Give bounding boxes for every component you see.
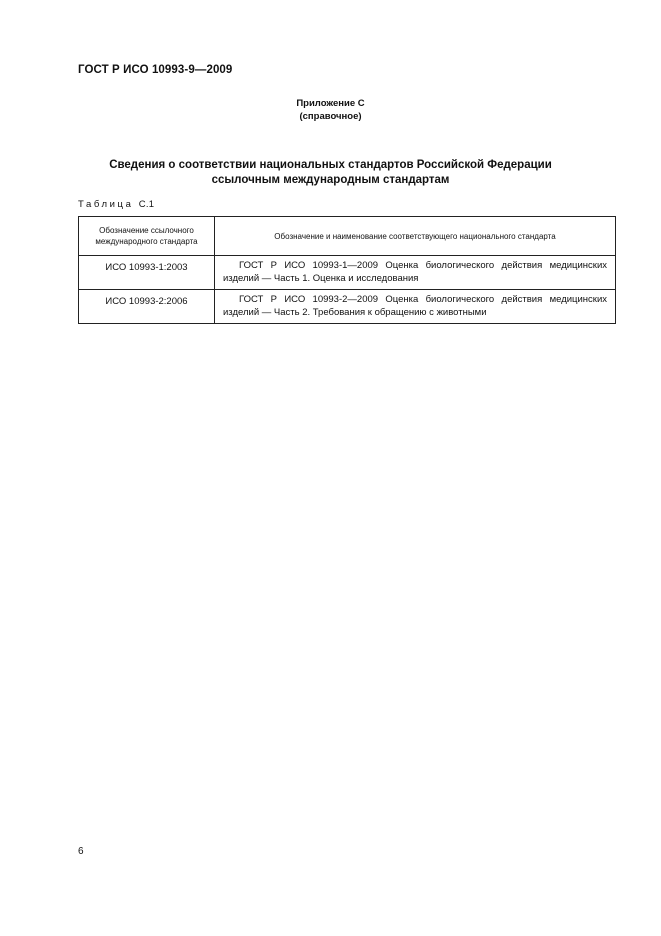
national-standard-cell [215,290,616,324]
column-header-national: Обозначение и наименование соответствующего национального стандарта [215,217,616,256]
annex-subtitle: (справочное) [299,111,362,122]
national-standard-text: ГОСТ Р ИСО 10993-1—2009 Оценка биологического действия медицинских изделий — Часть 1. Оценка и исследования [223,260,607,284]
table-row [79,290,616,324]
table-caption-number: С.1 [138,199,155,210]
page-number: 6 [78,846,84,857]
annex-heading [0,97,661,123]
table-row [79,256,616,290]
column-header-international-line-1: Обозначение ссылочного [99,226,194,235]
table-caption-label: Таблица [78,199,134,210]
column-header-international [79,217,215,256]
international-standard-cell: ИСО 10993-1:2003 [79,256,215,290]
national-standard-cell [215,256,616,290]
international-standard-cell: ИСО 10993-2:2006 [79,290,215,324]
national-standard-text: ГОСТ Р ИСО 10993-2—2009 Оценка биологического действия медицинских изделий — Часть 2. Требования к обращению с животными [223,294,607,318]
correspondence-table [78,216,616,324]
section-title-line-2: ссылочным международным стандартам [211,174,450,186]
section-title [0,158,661,188]
column-header-international-line-2: международного стандарта [95,237,198,246]
table-caption [78,199,154,210]
annex-title: Приложение С [296,98,365,109]
table-header-row [79,217,616,256]
document-header: ГОСТ Р ИСО 10993-9—2009 [78,64,233,76]
section-title-line-1: Сведения о соответствии национальных стандартов Российской Федерации [109,159,552,171]
